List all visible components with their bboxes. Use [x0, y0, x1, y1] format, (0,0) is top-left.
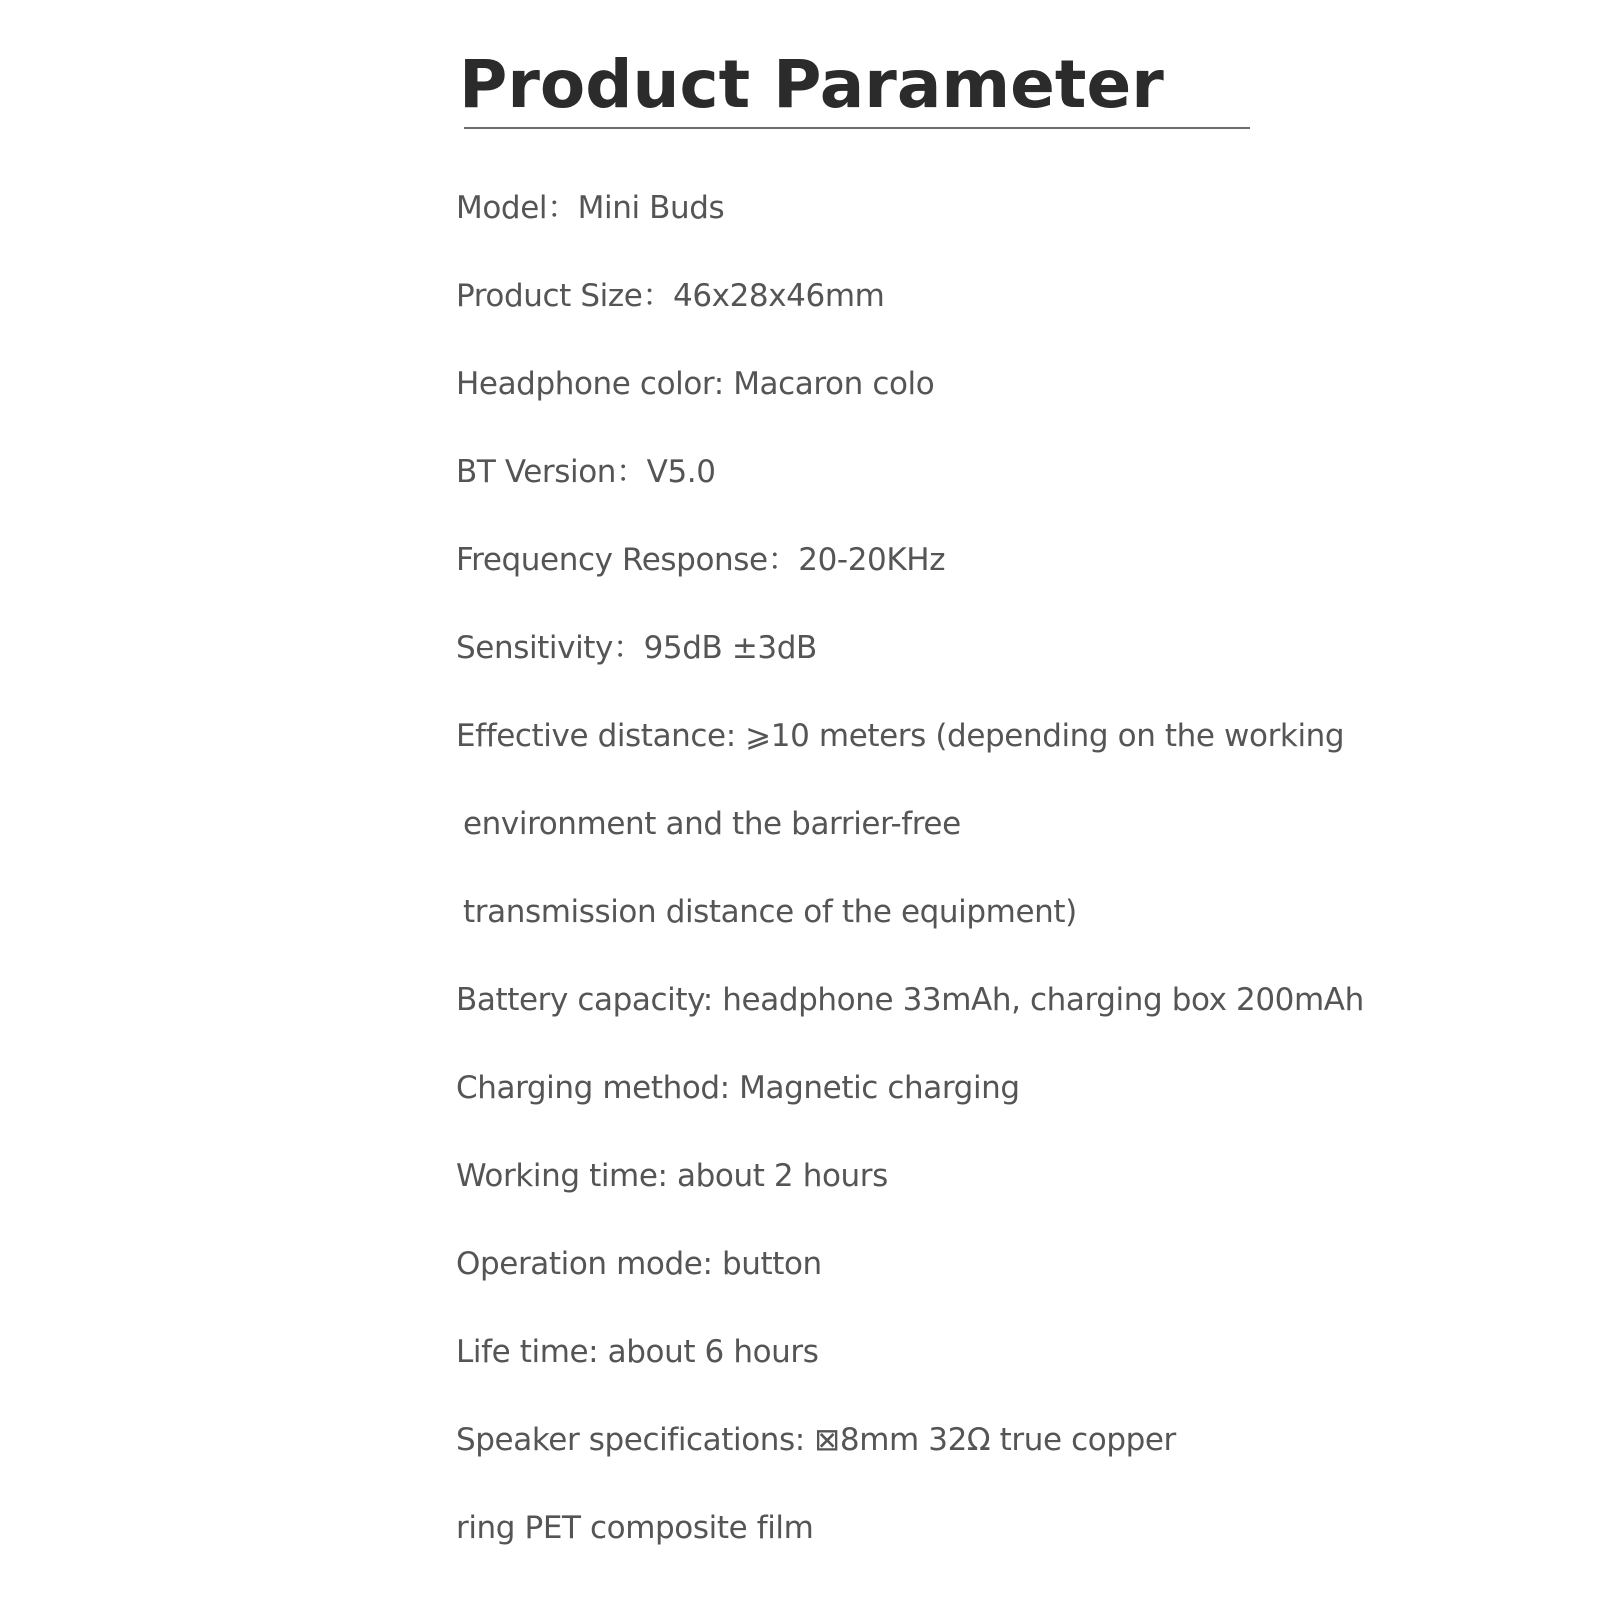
param-headphone-color: Headphone color: Macaron colo	[456, 366, 935, 402]
param-product-size: Product Size：46x28x46mm	[456, 278, 885, 314]
param-frequency-response: Frequency Response：20-20KHz	[456, 542, 946, 578]
title-divider	[464, 127, 1250, 129]
param-effective-distance-cont-2: transmission distance of the equipment)	[463, 894, 1077, 930]
page-title: Product Parameter	[459, 46, 1164, 123]
param-model: Model：Mini Buds	[456, 190, 725, 226]
param-sensitivity: Sensitivity：95dB ±3dB	[456, 630, 817, 666]
param-battery-capacity: Battery capacity: headphone 33mAh, charging box 200mAh	[456, 982, 1364, 1018]
param-operation-mode: Operation mode: button	[456, 1246, 822, 1282]
parameter-list	[456, 178, 1364, 1586]
param-effective-distance: Effective distance: ⩾10 meters (depending on the working	[456, 718, 1345, 754]
param-effective-distance-cont-1: environment and the barrier-free	[463, 806, 961, 842]
param-bt-version: BT Version：V5.0	[456, 454, 716, 490]
param-speaker-specifications: Speaker specifications: ⊠8mm 32Ω true copper	[456, 1422, 1176, 1458]
param-charging-method: Charging method: Magnetic charging	[456, 1070, 1020, 1106]
param-life-time: Life time: about 6 hours	[456, 1334, 819, 1370]
param-speaker-specifications-cont: ring PET composite film	[456, 1510, 814, 1546]
param-working-time: Working time: about 2 hours	[456, 1158, 888, 1194]
